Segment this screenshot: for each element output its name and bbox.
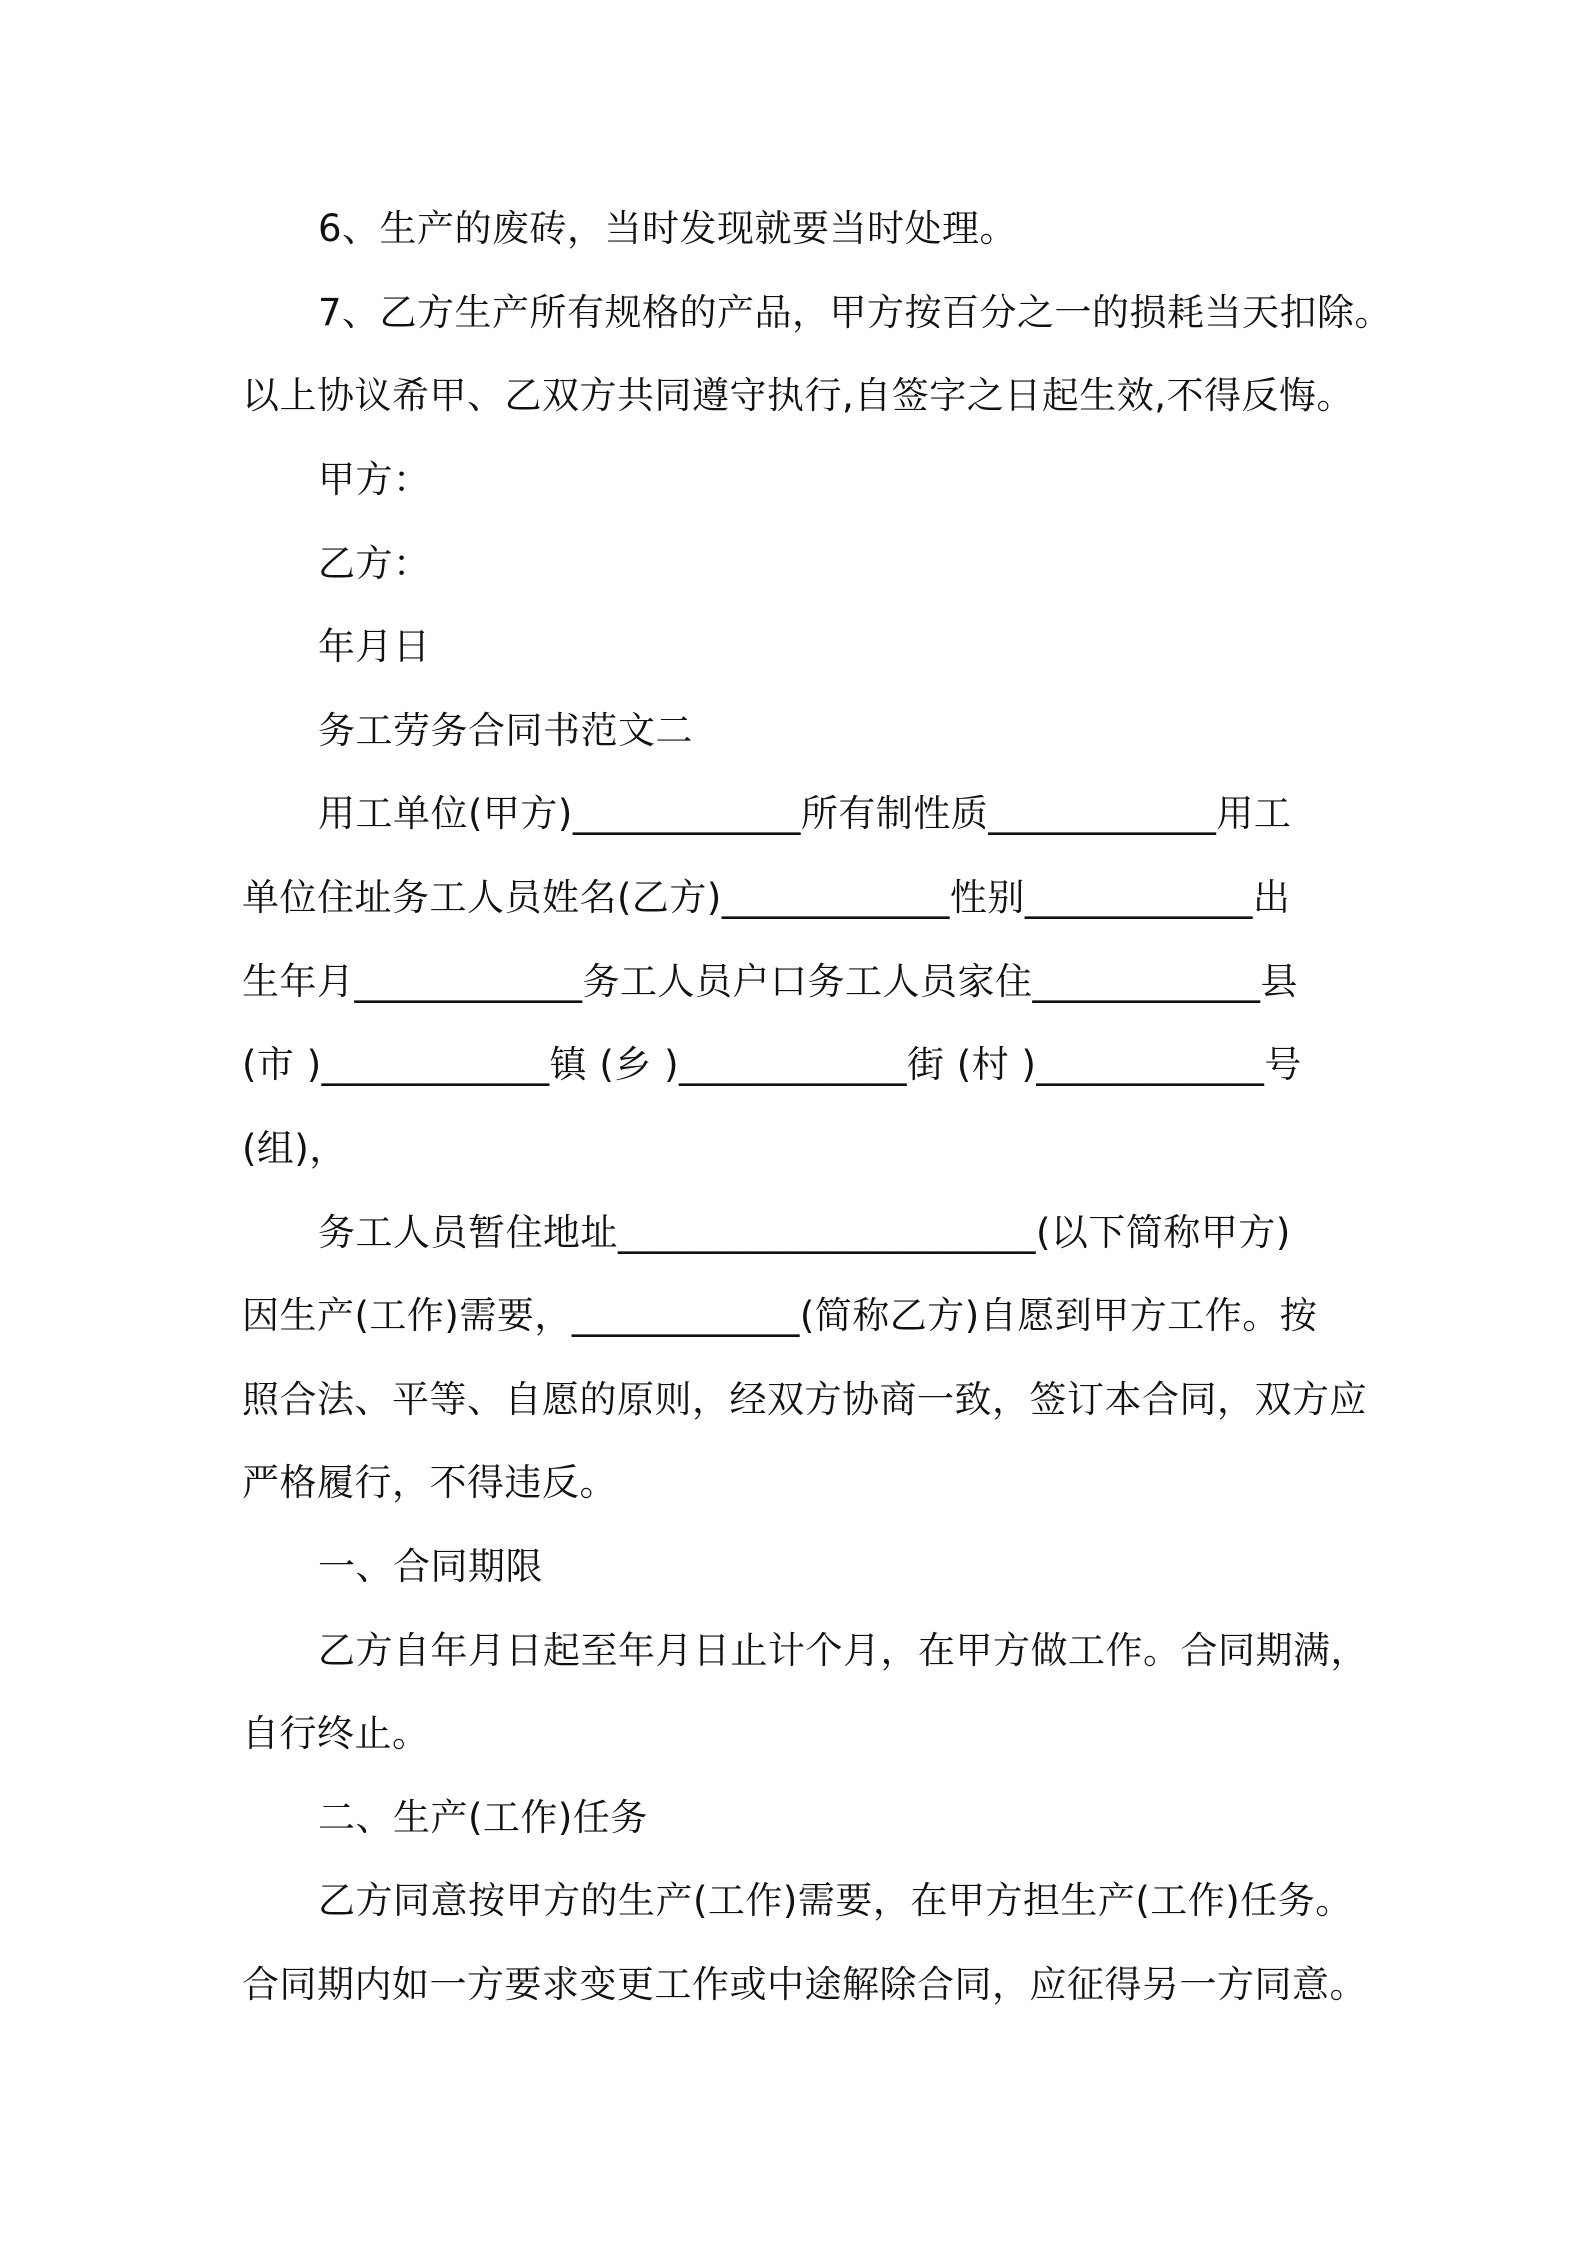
section-title: 务工劳务合同书范文二 xyxy=(318,709,693,752)
text-line: 严格履行，不得违反。 xyxy=(242,1461,617,1504)
text-line: 生年月____________务工人员户口务工人员家住____________县 xyxy=(242,960,1298,1003)
text-line: 合同期内如一方要求变更工作或中途解除合同，应征得另一方同意。 xyxy=(242,1963,1367,2006)
text-line: 乙方同意按甲方的生产(工作)需要，在甲方担生产(工作)任务。 xyxy=(318,1879,1353,1922)
text-line: 自行终止。 xyxy=(242,1712,430,1755)
text-line: 用工单位(甲方)____________所有制性质____________用工 xyxy=(318,792,1292,835)
text-line: 乙方自年月日起至年月日止计个月，在甲方做工作。合同期满， xyxy=(318,1629,1368,1672)
text-line: 以上协议希甲、乙双方共同遵守执行,自签字之日起生效,不得反悔。 xyxy=(242,374,1355,417)
text-line: 6、生产的废砖，当时发现就要当时处理。 xyxy=(318,207,1018,250)
text-line: 单位住址务工人员姓名(乙方)____________性别____________出 xyxy=(242,876,1291,919)
text-line: 7、乙方生产所有规格的产品，甲方按百分之一的损耗当天扣除。 xyxy=(318,291,1393,334)
section-heading: 一、合同期限 xyxy=(318,1545,543,1588)
signature-party-a-label: 甲方： xyxy=(318,458,431,501)
signature-party-b-label: 乙方： xyxy=(318,542,431,585)
text-line: 因生产(工作)需要，____________(简称乙方)自愿到甲方工作。按 xyxy=(242,1294,1318,1337)
section-heading: 二、生产(工作)任务 xyxy=(318,1796,648,1839)
text-line: 照合法、平等、自愿的原则，经双方协商一致，签订本合同，双方应 xyxy=(242,1378,1367,1421)
text-line: (组)， xyxy=(242,1127,347,1170)
date-label: 年月日 xyxy=(318,625,431,668)
text-line: 务工人员暂住地址______________________(以下简称甲方) xyxy=(318,1211,1291,1254)
text-line: (市 )____________镇 (乡 )____________街 (村 )____________号 xyxy=(242,1043,1302,1086)
